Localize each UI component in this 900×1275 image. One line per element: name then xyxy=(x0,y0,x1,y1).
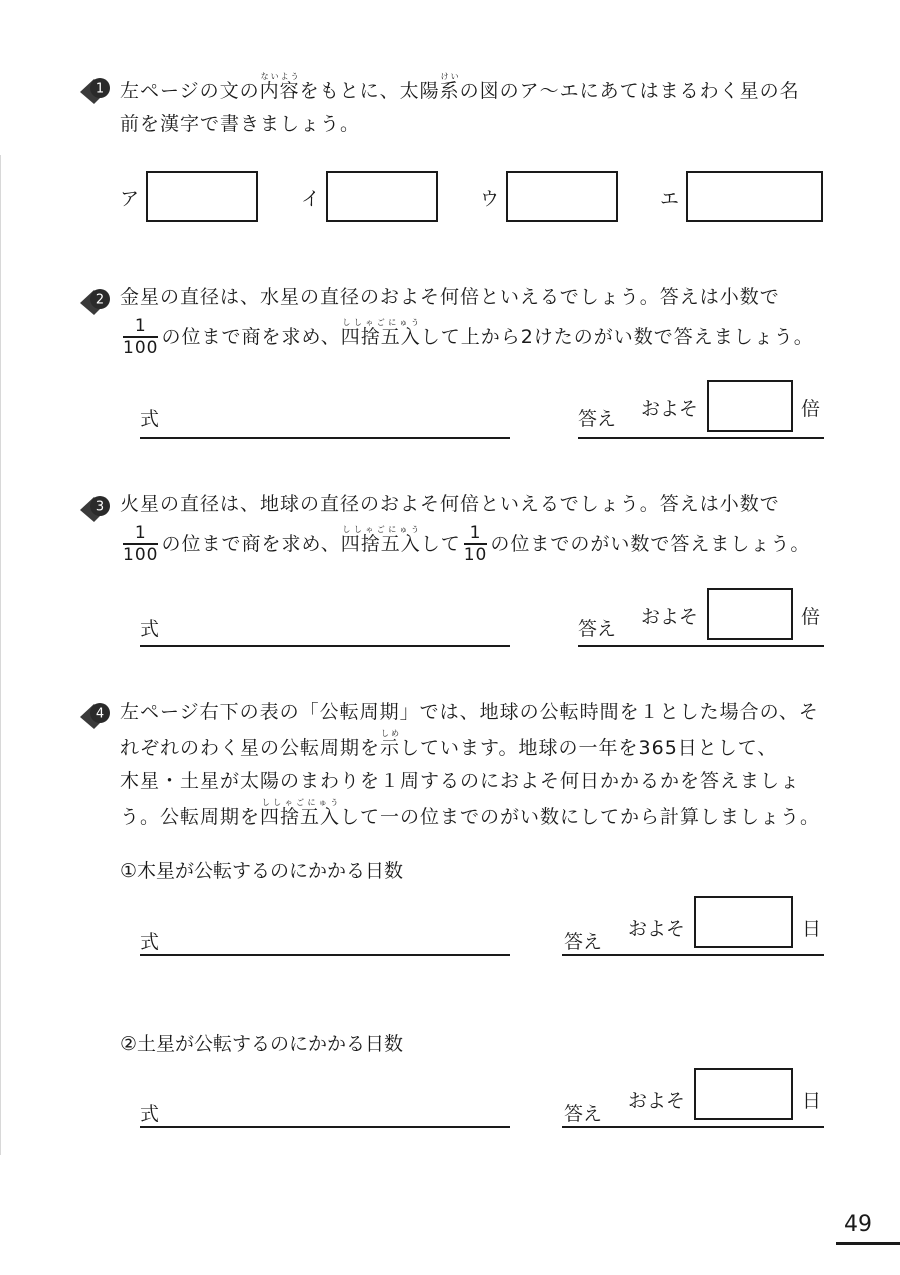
question-1-text: 左ページの文の内容ないようをもとに、太陽系けいの図のア～エにあてはまるわく星の名 前を漢字で書きましょう。 xyxy=(120,72,800,135)
unit-label-q3: 倍 xyxy=(801,606,821,628)
question-4-number: 4 xyxy=(95,706,105,722)
answer-box-q4-1[interactable] xyxy=(694,896,793,948)
question-4-text: 左ページ右下の表の「公転周期」では、地球の公転時間を１とした場合の、そ れぞれのわく星の公転周期を示しめしています。地球の一年を365日として、 木星・土星が太陽のまわりを１周するのにおよそ何日かかるかを答えましょ う。公転周期を四捨五入ししゃごにゅうして一の位までのがい数にしてから計算しましょう。 xyxy=(120,701,821,828)
sub-question-2-title: ②土星が公転するのにかかる日数 xyxy=(120,1033,404,1055)
question-2-number: 2 xyxy=(95,292,105,308)
answer-line-q2 xyxy=(578,437,824,439)
sub-question-1-title: ①木星が公転するのにかかる日数 xyxy=(120,860,404,882)
answer-label-q4-2: 答え xyxy=(564,1103,603,1125)
box-label-e: エ xyxy=(660,188,680,210)
formula-line-q4-1[interactable] xyxy=(140,954,510,956)
question-3-badge-icon xyxy=(76,490,116,526)
formula-line-q2[interactable] xyxy=(140,437,510,439)
unit-label-q4-2: 日 xyxy=(802,1090,822,1112)
answer-box-a[interactable] xyxy=(146,171,258,222)
answer-label-q2: 答え xyxy=(578,408,617,430)
box-label-u: ウ xyxy=(480,188,500,210)
approx-label-q4-1: およそ xyxy=(628,918,686,940)
question-1-badge-icon xyxy=(76,72,116,108)
answer-box-i[interactable] xyxy=(326,171,438,222)
fraction-1-100: $\frac{1}{100}$ xyxy=(123,316,159,358)
formula-line-q4-2[interactable] xyxy=(140,1126,510,1128)
box-label-i: イ xyxy=(301,188,321,210)
approx-label-q2: およそ xyxy=(641,398,699,420)
answer-box-q2[interactable] xyxy=(707,380,793,432)
answer-line-q3 xyxy=(578,645,824,647)
question-4-badge-icon xyxy=(76,697,116,733)
formula-label-q2: 式 xyxy=(140,408,160,430)
answer-box-u[interactable] xyxy=(506,171,618,222)
question-1-number: 1 xyxy=(95,81,105,97)
margin-guide xyxy=(0,155,1,1155)
fraction-1-10: $\frac{1}{10}$ xyxy=(463,523,488,565)
question-3-text: 火星の直径は、地球の直径のおよそ何倍といえるでしょう。答えは小数で $\frac{1}{100}$ の位まで商を求め、四捨五入ししゃごにゅうして $\frac{1}{10}$ の位までのがい数で答えましょう。 xyxy=(120,493,811,565)
answer-box-e[interactable] xyxy=(686,171,823,222)
approx-label-q4-2: およそ xyxy=(628,1090,686,1112)
formula-label-q3: 式 xyxy=(140,618,160,640)
answer-line-q4-1 xyxy=(562,954,824,956)
question-3-number: 3 xyxy=(95,499,105,515)
box-label-a: ア xyxy=(120,188,140,210)
question-2-text: 金星の直径は、水星の直径のおよそ何倍といえるでしょう。答えは小数で $\frac{1}{100}$ の位まで商を求め、四捨五入ししゃごにゅうして上から2けたのがい数で答えましょう。 xyxy=(120,286,814,358)
page-number: 49 xyxy=(844,1212,872,1237)
unit-label-q2: 倍 xyxy=(801,398,821,420)
unit-label-q4-1: 日 xyxy=(802,918,822,940)
approx-label-q3: およそ xyxy=(641,606,699,628)
answer-label-q3: 答え xyxy=(578,618,617,640)
answer-box-q4-2[interactable] xyxy=(694,1068,793,1120)
formula-label-q4-2: 式 xyxy=(140,1103,160,1125)
answer-box-q3[interactable] xyxy=(707,588,793,640)
formula-line-q3[interactable] xyxy=(140,645,510,647)
formula-label-q4-1: 式 xyxy=(140,931,160,953)
answer-label-q4-1: 答え xyxy=(564,931,603,953)
question-2-badge-icon xyxy=(76,283,116,319)
answer-line-q4-2 xyxy=(562,1126,824,1128)
page-number-rule xyxy=(836,1242,900,1245)
fraction-1-100: $\frac{1}{100}$ xyxy=(123,523,159,565)
